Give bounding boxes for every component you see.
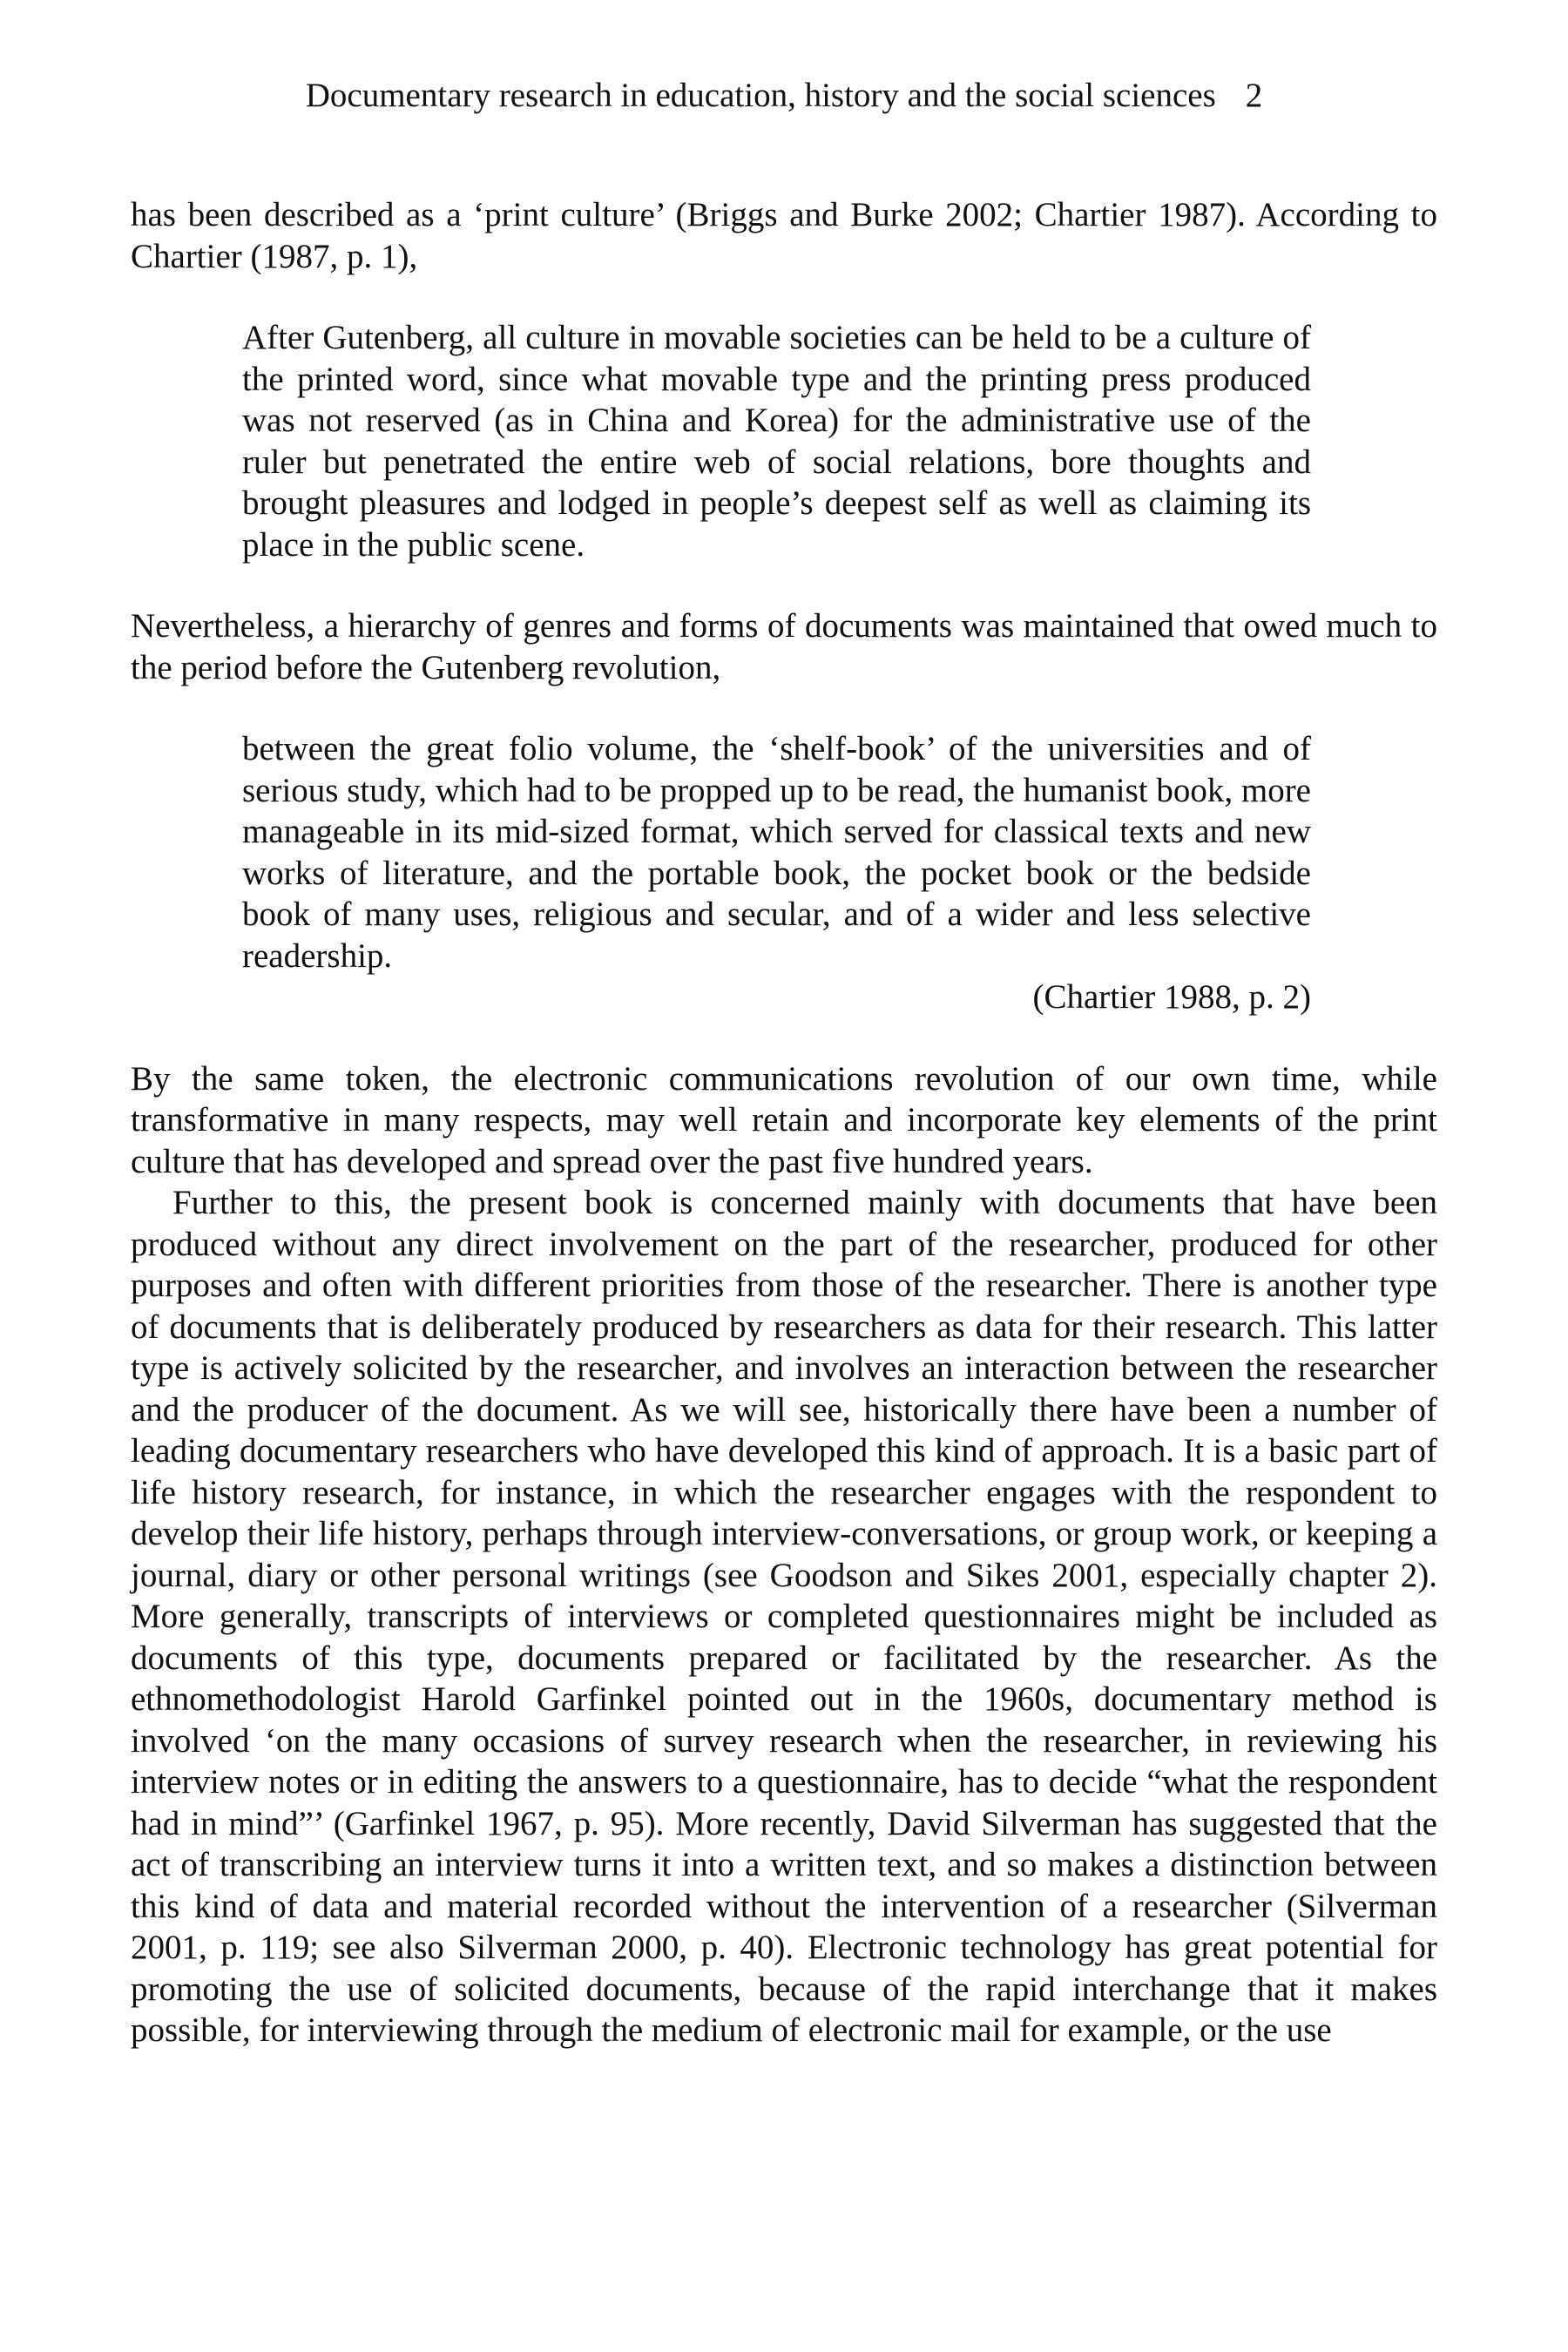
running-header xyxy=(131,75,1437,117)
quote-citation: (Chartier 1988, p. 2) xyxy=(1032,978,1311,1016)
document-page xyxy=(131,0,1437,2352)
paragraph-solicited-documents: Further to this, the present book is concerned mainly with documents that have been produced without any direct involvement on the part of the researcher, produced for other purposes and often with different priorities from those of the researcher. There is another type of documents that is deliberately produced by researchers as data for their research. This latter type is actively solicited by the researcher, and involves an interaction between the researcher and the producer of the document. As we will see, historically there have been a number of leading documentary researchers who have developed this kind of approach. It is a basic part of life history research, for instance, in which the researcher engages with the respondent to develop their life history, perhaps through interview-conversations, or group work, or keeping a journal, diary or other personal writings (see Goodson and Sikes 2001, especially chapter 2). More generally, transcripts of interviews or completed questionnaires might be included as documents of this type, documents prepared or facilitated by the researcher. As the ethnomethodologist Harold Garfinkel pointed out in the 1960s, documentary method is involved ‘on the many occasions of survey research when the researcher, in reviewing his interview notes or in editing the answers to a questionnaire, has to decide “what the respondent had in mind”’ (Garfinkel 1967, p. 95). More recently, David Silverman has suggested that the act of transcribing an interview turns it into a written text, and so makes a distinction between this kind of data and material recorded without the intervention of a researcher (Silverman 2001, p. 119; see also Silverman 2000, p. 40). Electronic technology has great potential for promoting the use of solicited documents, because of the rapid interchange that it makes possible, for interviewing through the medium of electronic mail for example, or the use xyxy=(131,1184,1437,2049)
body-text xyxy=(131,194,1437,2051)
paragraph-electronic-revolution: By the same token, the electronic communications revolution of our own time, while transformative in many respects, may well retain and incorporate key elements of the print culture that has developed and spread over the past five hundred years. xyxy=(131,1059,1437,1180)
page-number: 2 xyxy=(1245,77,1263,114)
block-quote-gutenberg: After Gutenberg, all culture in movable societies can be held to be a culture of the printed word, since what movable type and the printing press produced was not reserved (as in China and Korea) for the administrative use of the ruler but penetrated the entire web of social relations, bore thoughts and brought pleasures and lodged in people’s deepest self as well as claiming its place in the public scene. xyxy=(242,319,1311,564)
paragraph-hierarchy: Nevertheless, a hierarchy of genres and forms of documents was maintained that owed much to the period before the Gutenberg revolution, xyxy=(131,607,1437,686)
running-title: Documentary research in education, history and the social sciences xyxy=(305,77,1216,114)
paragraph-continuation: has been described as a ‘print culture’ (Briggs and Burke 2002; Chartier 1987). According to Chartier (1987, p. 1), xyxy=(131,196,1437,275)
block-quote-folio: between the great folio volume, the ‘shelf-book’ of the universities and of serious study, which had to be propped up to be read, the humanist book, more manageable in its mid-sized format, which served for classical texts and new works of literature, and the portable book, the pocket book or the bedside book of many uses, religious and secular, and of a wider and less selective readership. xyxy=(242,730,1311,975)
